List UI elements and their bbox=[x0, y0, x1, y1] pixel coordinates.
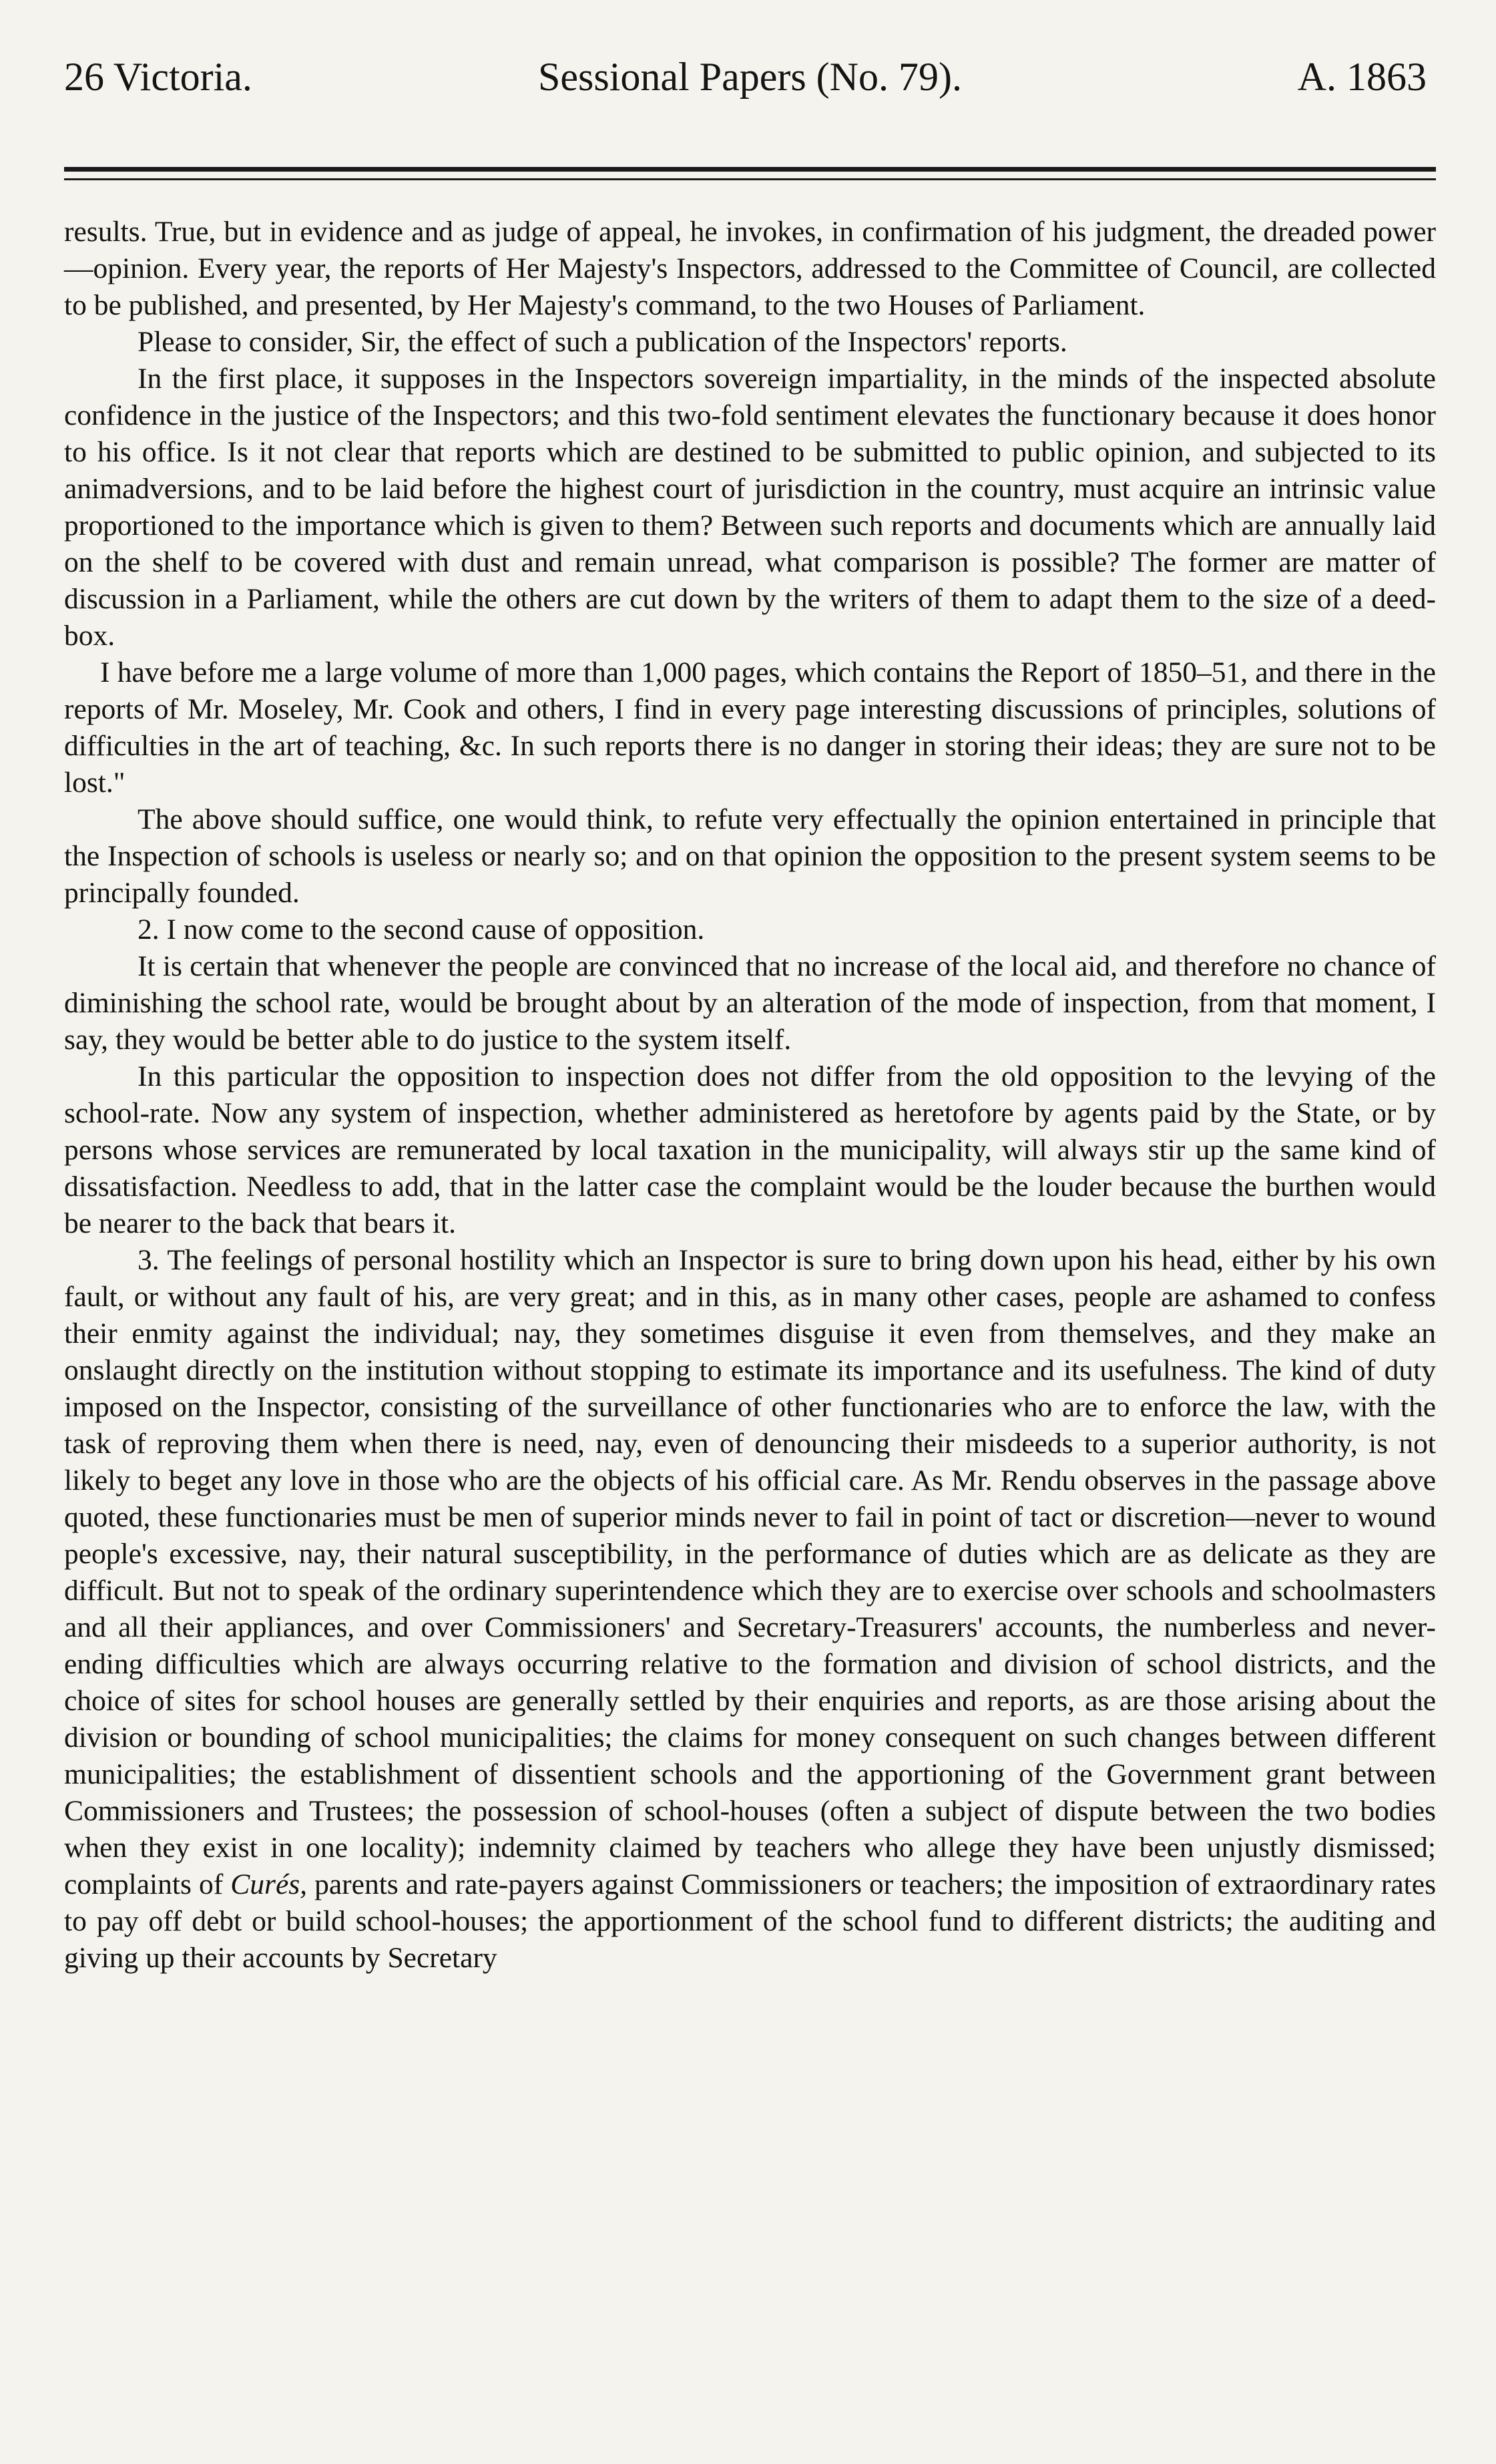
paragraph: In this particular the opposition to inspection does not differ from the old opposition to the levying of the school-rate. Now any system of inspection, whether administered as heretofore by agents paid by the State, or by persons whose services are remunerated by local taxation in the municipality, will always stir up the same kind of dissatisfaction. Needless to add, that in the latter case the complaint would be the louder because the burthen would be nearer to the back that bears it. bbox=[64, 1060, 1436, 1239]
paragraph: In the first place, it supposes in the Inspectors sovereign impartiality, in the minds of the inspected absolute confidence in the justice of the Inspectors; and this two-fold sentiment elevates the functionary because it does honor to his office. Is it not clear that reports which are destined to be submitted to public opinion, and subjected to its animadversions, and to be laid before the highest court of jurisdiction in the country, must acquire an intrinsic value proportioned to the importance which is given to them? Between such reports and documents which are annually laid on the shelf to be covered with dust and remain unread, what comparison is possible? The former are matter of discussion in a Parliament, while the others are cut down by the writers of them to adapt them to the size of a deed-box. bbox=[64, 363, 1436, 652]
thin-rule bbox=[64, 178, 1436, 180]
paragraph: The above should suffice, one would think, to refute very effectually the opinion entertained in principle that the Inspection of schools is useless or nearly so; and on that opinion the opposition to the present system seems to be principally founded. bbox=[64, 803, 1436, 909]
header-left: 26 Victoria. bbox=[64, 55, 252, 99]
header-double-rule bbox=[64, 167, 1436, 184]
running-head bbox=[64, 47, 1436, 107]
paragraph: It is certain that whenever the people are convinced that no increase of the local aid, and therefore no chance of diminishing the school rate, would be brought about by an alteration of the mode of inspection, from that moment, I say, they would be better able to do justice to the system itself. bbox=[64, 950, 1436, 1056]
header-right: A. 1863 bbox=[1297, 55, 1427, 99]
paragraph: Please to consider, Sir, the effect of such a publication of the Inspectors' reports. bbox=[138, 326, 1067, 358]
thick-rule bbox=[64, 167, 1436, 172]
italic-term: Curés, bbox=[230, 1868, 308, 1900]
paragraph: I have before me a large volume of more than 1,000 pages, which contains the Report of 1850–51, and there in the reports of Mr. Moseley, Mr. Cook and others, I find in every page interesting discussions of principles, solutions of difficulties in the art of teaching, &c. In such reports there is no danger in storing their ideas; they are sure not to be lost." bbox=[64, 656, 1436, 799]
body-text bbox=[64, 214, 1436, 1977]
paragraph-section-3 bbox=[64, 1242, 1436, 1977]
header-title: Sessional Papers (No. 79). bbox=[538, 55, 962, 99]
section-heading-2: 2. I now come to the second cause of opposition. bbox=[138, 913, 705, 946]
paragraph-text: 3. The feelings of personal hostility which an Inspector is sure to bring down upon his head, either by his own fault, or without any fault of his, are very great; and in this, as in many other cases, people are ashamed to confess their enmity against the individual; nay, they sometimes disguise it even from themselves, and they make an onslaught directly on the institution without stopping to estimate its importance and its usefulness. The kind of duty imposed on the Inspector, consisting of the surveillance of other functionaries who are to enforce the law, with the task of reproving them when there is need, nay, even of denouncing their misdeeds to a superior authority, is not likely to beget any love in those who are the objects of his official care. As Mr. Rendu observes in the passage above quoted, these functionaries must be men of superior minds never to fail in point of tact or discretion—never to wound people's excessive, nay, their natural susceptibility, in the performance of duties which are as delicate as they are difficult. But not to speak of the ordinary superintendence which they are to exercise over schools and schoolmasters and all their appliances, and over Commissioners' and Secretary-Treasurers' accounts, the numberless and never-ending difficulties which are always occurring relative to the formation and division of school districts, and the choice of sites for school houses are generally settled by their enquiries and reports, as are those arising about the division or bounding of school municipalities; the claims for money consequent on such changes between different municipalities; the establishment of dissentient schools and the apportioning of the Government grant between Commissioners and Trustees; the possession of school-houses (often a subject of dispute between the two bodies when they exist in one locality); indemnity claimed by teachers who allege they have been unjustly dismissed; complaints of bbox=[64, 1244, 1436, 1900]
paragraph-text: parents and rate-payers against Commissioners or teachers; the imposition of extraordinary rates to pay off debt or build school-houses; the apportionment of the school fund to different districts; the auditing and giving up their accounts by Secretary bbox=[64, 1868, 1437, 1974]
paragraph-continued: results. True, but in evidence and as judge of appeal, he invokes, in confirmation of his judgment, the dreaded power—opinion. Every year, the reports of Her Majesty's Inspectors, addressed to the Committee of Council, are collected to be published, and presented, by Her Majesty's command, to the two Houses of Parliament. bbox=[64, 216, 1436, 321]
